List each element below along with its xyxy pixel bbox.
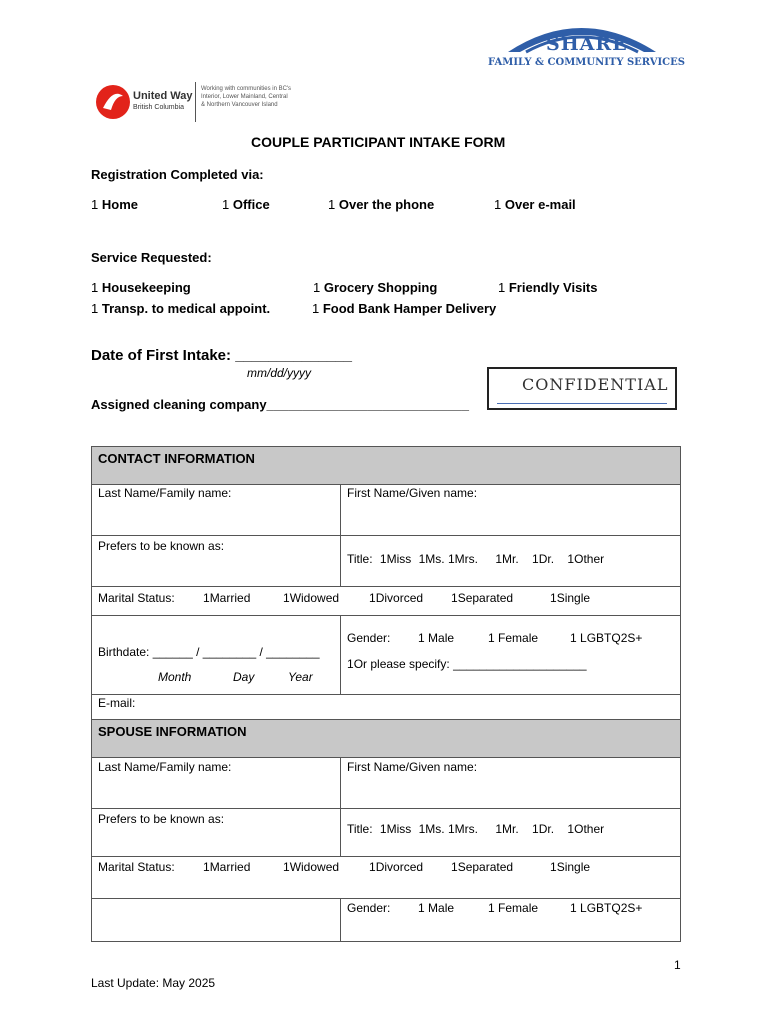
united-way-region: British Columbia [133,104,184,111]
service-option-friendly-visits[interactable]: 1 Friendly Visits [498,280,598,295]
col-divider [340,757,341,856]
checkbox[interactable]: 1 [313,280,321,295]
spouse-last-name-field[interactable]: Last Name/Family name: [98,760,232,774]
service-label: Service Requested: [91,250,212,265]
marital-option-widowed[interactable]: 1Widowed [283,860,340,874]
row-divider [91,535,681,536]
birthdate-year-hint: Year [288,670,313,684]
col-divider [340,484,341,586]
registration-option-email[interactable]: 1 Over e-mail [494,197,576,212]
service-option-housekeeping[interactable]: 1 Housekeeping [91,280,191,295]
checkbox[interactable]: 1 [498,280,506,295]
marital-option-separated[interactable]: 1Separated [451,860,514,874]
date-format-hint: mm/dd/yyyy [247,366,312,380]
gender-specify-field[interactable]: 1Or please specify: ____________________ [347,657,587,671]
marital-option-married[interactable]: 1Married [203,860,251,874]
spouse-title-row [347,822,604,836]
birthdate-month-hint: Month [158,670,192,684]
row-divider [91,615,681,616]
spouse-marital-label: Marital Status: [98,860,175,874]
marital-option-divorced[interactable]: 1Divorced [369,860,424,874]
registration-option-home[interactable]: 1 Home [91,197,138,212]
marital-option-divorced[interactable]: 1Divorced [369,591,424,605]
marital-option-widowed[interactable]: 1Widowed [283,591,340,605]
col-divider [340,898,341,942]
spouse-first-name-field[interactable]: First Name/Given name: [347,760,478,774]
service-option-food-bank[interactable]: 1 Food Bank Hamper Delivery [312,301,497,316]
registration-option-office[interactable]: 1 Office [222,197,270,212]
birthdate-day-hint: Day [233,670,255,684]
spouse-prefers-field[interactable]: Prefers to be known as: [98,812,225,826]
title-option-mr[interactable]: 1Mr. [495,822,519,836]
marital-option-married[interactable]: 1Married [203,591,251,605]
checkbox[interactable]: 1 [312,301,320,316]
gender-option-female[interactable]: 1 Female [488,631,539,645]
row-divider [91,898,681,899]
title-label: Title: [347,552,373,566]
title-option-ms[interactable]: 1Ms. [418,552,445,566]
row-divider [91,586,681,587]
united-way-name: United Way [133,90,193,102]
title-option-other[interactable]: 1Other [567,552,605,566]
title-option-dr[interactable]: 1Dr. [532,552,555,566]
service-option-transport[interactable]: 1 Transp. to medical appoint. [91,301,271,316]
title-option-mrs[interactable]: 1Mrs. [447,552,478,566]
logo-divider [195,82,196,122]
first-intake-date-field[interactable]: Date of First Intake: ______________ [91,347,352,364]
united-way-tagline-1: Working with communities in BC's [201,86,292,92]
spouse-header: SPOUSE INFORMATION [98,724,247,739]
contact-prefers-field[interactable]: Prefers to be known as: [98,539,225,553]
spouse-gender-label: Gender: [347,901,391,915]
united-way-logo [95,82,320,126]
title-option-other[interactable]: 1Other [567,822,605,836]
cleaning-company-field[interactable]: Assigned cleaning company____________________________ [91,397,469,412]
title-option-dr[interactable]: 1Dr. [532,822,555,836]
page-number: 1 [674,958,681,972]
checkbox[interactable]: 1 [328,197,336,212]
col-divider [340,615,341,694]
united-way-tagline-2: Interior, Lower Mainland, Central [201,94,288,100]
checkbox[interactable]: 1 [91,280,99,295]
checkbox[interactable]: 1 [91,197,99,212]
row-divider [91,856,681,857]
contact-first-name-field[interactable]: First Name/Given name: [347,486,478,500]
title-option-ms[interactable]: 1Ms. [418,822,445,836]
checkbox[interactable]: 1 [494,197,502,212]
registration-label: Registration Completed via: [91,167,264,182]
confidential-label: CONFIDENTIAL [522,375,669,394]
service-option-grocery[interactable]: 1 Grocery Shopping [313,280,438,295]
contact-gender-label: Gender: [347,631,391,645]
row-divider [91,808,681,809]
gender-option-lgbtq[interactable]: 1 LGBTQ2S+ [570,631,643,645]
gender-option-male[interactable]: 1 Male [418,631,455,645]
gender-option-female[interactable]: 1 Female [488,901,539,915]
checkbox[interactable]: 1 [91,301,99,316]
marital-option-single[interactable]: 1Single [550,860,591,874]
title-label: Title: [347,822,373,836]
share-logo [486,12,685,74]
united-way-hand-icon [95,82,131,122]
united-way-tagline-3: & Northern Vancouver Island [201,102,278,108]
title-option-mrs[interactable]: 1Mrs. [447,822,478,836]
contact-title-row [347,552,604,566]
form-title: COUPLE PARTICIPANT INTAKE FORM [251,134,506,150]
row-divider [91,694,681,695]
gender-option-male[interactable]: 1 Male [418,901,455,915]
share-subtitle: FAMILY & COMMUNITY SERVICES [488,57,685,68]
registration-option-phone[interactable]: 1 Over the phone [328,197,435,212]
title-option-miss[interactable]: 1Miss [379,552,412,566]
contact-marital-label: Marital Status: [98,591,175,605]
spouse-header-row [91,719,681,758]
last-update: Last Update: May 2025 [91,976,216,990]
title-option-miss[interactable]: 1Miss [379,822,412,836]
title-option-mr[interactable]: 1Mr. [495,552,519,566]
confidential-underline [497,403,667,404]
contact-header-row [91,446,681,485]
checkbox[interactable]: 1 [222,197,230,212]
contact-email-field[interactable]: E-mail: [98,696,136,710]
gender-option-lgbtq[interactable]: 1 LGBTQ2S+ [570,901,643,915]
marital-option-separated[interactable]: 1Separated [451,591,514,605]
share-name: SHARE [546,33,628,55]
marital-option-single[interactable]: 1Single [550,591,591,605]
contact-birthdate-field[interactable]: Birthdate: ______ / ________ / ________ [98,645,320,659]
contact-last-name-field[interactable]: Last Name/Family name: [98,486,232,500]
contact-header: CONTACT INFORMATION [98,451,255,466]
